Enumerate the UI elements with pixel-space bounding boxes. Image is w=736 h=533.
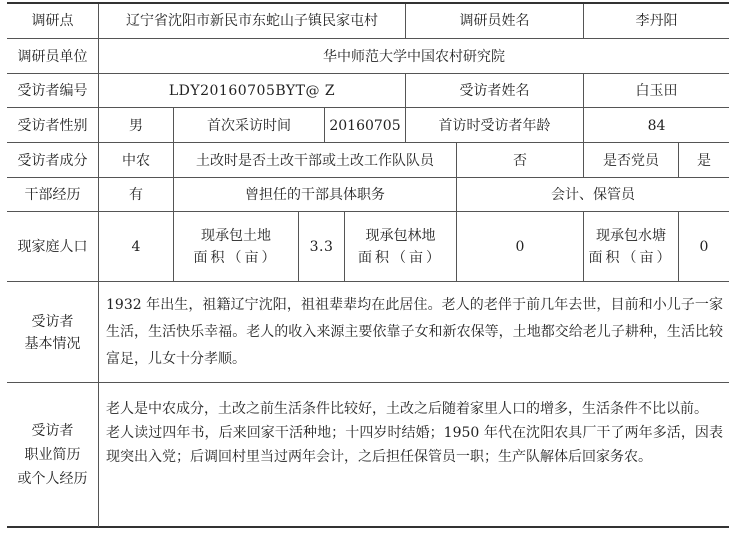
contracted-pond-label <box>583 212 678 282</box>
class-label: 受访者成分 <box>17 152 88 169</box>
survey-site-label: 调研点 <box>31 13 74 29</box>
class-value: 中农 <box>98 143 173 178</box>
contracted-forest-label-line1: 现承包林地 <box>365 228 436 244</box>
household-value: 4 <box>98 212 173 282</box>
row-class <box>7 142 729 178</box>
career-paragraph-2: 老人读过四年书，后来回家干活种地；十四岁时结婚；1950 年代在沈阳农具厂干了两年多活，因表现突出入党；后调回村里当过两年会计，之后担任保管员一职；生产队解体后回家务农。 <box>106 425 723 465</box>
row-cadre-experience <box>7 177 729 212</box>
row-career <box>7 382 729 527</box>
career-text <box>98 383 729 527</box>
positions-label: 曾担任的干部具体职务 <box>173 178 456 212</box>
contracted-forest-value: 0 <box>456 212 583 282</box>
contracted-forest-label-line2: 面积（亩） <box>358 250 443 266</box>
gender-value: 男 <box>98 108 173 143</box>
row-interviewee-id <box>7 73 729 108</box>
researcher-unit-value: 华中师范大学中国农村研究院 <box>98 39 729 74</box>
row-household <box>7 211 729 282</box>
row-researcher-unit <box>7 38 729 74</box>
career-paragraph-1: 老人是中农成分，土改之前生活条件比较好，土改之后随着家里人口的增多，生活条件不比以前。 <box>106 401 708 417</box>
basic-info-label <box>7 282 98 383</box>
contracted-pond-label-line2: 面积（亩） <box>588 250 674 266</box>
career-label <box>7 383 98 527</box>
interviewee-name-label: 受访者姓名 <box>405 74 583 108</box>
interviewee-id-value: LDY20160705BYT@ Z <box>98 74 405 108</box>
contracted-land-label-line2: 面积（亩） <box>193 250 279 266</box>
interviewee-name-value: 白玉田 <box>583 74 729 108</box>
party-member-value: 是 <box>678 143 729 178</box>
career-label-line1: 受访者 <box>31 423 74 439</box>
party-member-label: 是否党员 <box>583 143 678 178</box>
career-label-line2: 职业简历 <box>24 447 81 463</box>
household-label: 现家庭人口 <box>17 239 88 255</box>
basic-info-paragraph: 1932 年出生，祖籍辽宁沈阳，祖祖辈辈均在此居住。老人的老伴于前几年去世，目前和小儿子一家生活，生活快乐幸福。老人的收入来源主要依靠子女和新农保等，土地都交给老儿子耕种，生活比较富足，儿女十分孝顺。 <box>106 297 723 367</box>
contracted-forest-label <box>344 212 456 282</box>
land-reform-cadre-value: 否 <box>456 143 583 178</box>
contracted-land-label <box>173 212 298 282</box>
survey-form-table <box>7 2 729 528</box>
row-survey-site <box>7 4 729 38</box>
basic-info-label-line2: 基本情况 <box>24 335 81 352</box>
basic-info-label-line1: 受访者 <box>31 313 74 330</box>
age-value: 84 <box>583 108 729 143</box>
interviewee-id-label: 受访者编号 <box>17 83 88 99</box>
cadre-experience-value: 有 <box>98 178 173 212</box>
positions-value: 会计、保管员 <box>456 178 729 212</box>
cadre-experience-label: 干部经历 <box>24 187 81 203</box>
first-interview-label: 首次采访时间 <box>173 108 324 143</box>
basic-info-text <box>98 282 729 383</box>
row-gender <box>7 107 729 143</box>
contracted-pond-label-line1: 现承包水塘 <box>596 228 666 244</box>
researcher-name-label: 调研员姓名 <box>405 4 583 38</box>
contracted-land-value: 3.3 <box>298 212 344 282</box>
career-label-line3: 或个人经历 <box>17 471 88 487</box>
gender-label: 受访者性别 <box>17 117 88 134</box>
first-interview-value: 20160705 <box>324 108 405 143</box>
contracted-land-label-line1: 现承包土地 <box>201 228 271 244</box>
row-basic-info <box>7 281 729 383</box>
survey-site-value: 辽宁省沈阳市新民市东蛇山子镇民家屯村 <box>98 4 405 38</box>
age-label: 首访时受访者年龄 <box>405 108 583 143</box>
researcher-unit-label: 调研员单位 <box>17 48 88 65</box>
land-reform-cadre-label: 土改时是否土改干部或土改工作队队员 <box>173 143 456 178</box>
researcher-name-value: 李丹阳 <box>583 4 729 38</box>
contracted-pond-value: 0 <box>678 212 729 282</box>
